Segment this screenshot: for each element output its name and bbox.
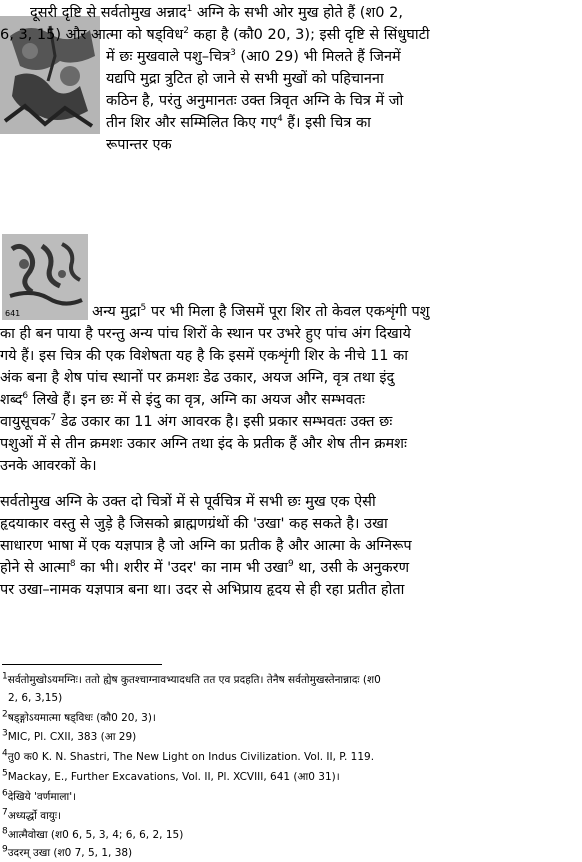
p3-line-4 xyxy=(0,559,409,577)
footnote-text: सर्वतोमुखोऽयमग्निः। ततो ह्येष कुतश्चाग्नावभ्यादधति तत एव प्रदहति। तेनैष सर्वतोमुखस्तेनान्नादः (श0 xyxy=(7,674,381,686)
footnote-separator xyxy=(2,664,162,665)
p3-line-5 xyxy=(0,581,404,599)
text: तीन शिर और सम्मिलित किए गए xyxy=(106,115,277,131)
footnote-number: 4 xyxy=(2,748,8,759)
p3-line-1 xyxy=(0,493,376,511)
footnote-text: आत्मैवोखा (श0 6, 5, 3, 4; 6, 6, 2, 15) xyxy=(7,829,184,841)
footnote-number: 2 xyxy=(2,709,8,720)
text: का ही बन पाया है परन्तु अन्य पांच शिरों के स्थान पर उभरे हुए पांच अंग दिखाये xyxy=(0,326,411,342)
p1-line-6 xyxy=(106,114,371,132)
seal-label: 641 xyxy=(5,309,21,318)
p3-line-3 xyxy=(0,537,412,555)
text: पशुओं में से तीन क्रमशः उकार अग्नि तथा इंद के प्रतीक हैं और शेष तीन क्रमशः xyxy=(0,436,407,452)
footnote-text: षड्ङ्गोऽयमात्मा षड्विधः (कौ0 20, 3)। xyxy=(7,712,156,724)
footnote-ref: 2 xyxy=(183,26,190,37)
text: कठिन है, परंतु अनुमानतः उक्त त्रिवृत अग्नि के चित्र में जो xyxy=(106,93,404,109)
text: डेढ उकार का 11 अंग आवरक है। इसी प्रकार सम्भवतः उक्त छः xyxy=(56,414,393,430)
text: कहा है (कौ0 20, 3); इसी दृष्टि से सिंधुघाटी xyxy=(189,27,430,43)
p1-line-1 xyxy=(30,4,403,22)
footnote-3 xyxy=(2,728,137,743)
footnote-text: अध्यर्द्धो वायुः। xyxy=(7,810,61,822)
footnote-number: 8 xyxy=(2,826,8,837)
footnote-7 xyxy=(2,807,61,822)
text: शब्द xyxy=(0,392,23,408)
footnote-ref: 7 xyxy=(50,413,57,424)
text: पर भी मिला है जिसमें पूरा शिर तो केवल एकशृंगी पशु xyxy=(146,304,430,320)
footnote-text: तु0 क0 K. N. Shastri, The New Light on Indus Civilization. Vol. II, P. 119. xyxy=(7,751,375,763)
footnote-5 xyxy=(2,768,340,783)
footnote-number: 7 xyxy=(2,807,8,818)
footnote-2 xyxy=(2,709,156,724)
p2-line-2 xyxy=(0,325,411,343)
text: सर्वतोमुख अग्नि के उक्त दो चित्रों में से पूर्वचित्र में सभी छः मुख एक ऐसी xyxy=(0,494,376,510)
footnote-8 xyxy=(2,826,184,841)
text: हृदयाकार वस्तु से जुड़े है जिसको ब्राह्मणग्रंथों की 'उखा' कह सकते है। उखा xyxy=(0,516,388,532)
text: साधारण भाषा में एक यज्ञपात्र है जो अग्नि का प्रतीक है और आत्मा के अग्निरूप xyxy=(0,538,412,554)
footnote-text: Mackay, E., Further Excavations, Vol. II, Pl. XCVIII, 641 (आ0 31)। xyxy=(7,771,340,783)
text: अन्य मुद्रा xyxy=(92,304,141,320)
text: उनके आवरकों के। xyxy=(0,458,97,474)
text: वायुसूचक xyxy=(0,414,51,430)
text: 6, 3, 15) और आत्मा को षड्विध xyxy=(0,27,184,43)
seal-image-unicorn-seal xyxy=(2,234,88,320)
text: था, उसी के अनुकरण xyxy=(293,560,410,576)
text: का भी। शरीर में 'उदर' का नाम भी उखा xyxy=(75,560,288,576)
footnote-ref: 9 xyxy=(287,559,294,570)
p1-line-4 xyxy=(106,70,384,88)
footnote-number: 1 xyxy=(2,671,8,682)
text: यद्यपि मुद्रा त्रुटित हो जाने से सभी मुखों को पहिचानना xyxy=(106,71,384,87)
footnote-4 xyxy=(2,748,375,763)
text: होने से आत्मा xyxy=(0,560,70,576)
p2-line-8 xyxy=(0,457,97,475)
footnote-ref: 6 xyxy=(22,391,29,402)
text: अग्नि के सभी ओर मुख होते हैं (श0 2, xyxy=(192,5,403,21)
p1-line-7 xyxy=(106,136,172,154)
text: दूसरी दृष्टि से सर्वतोमुख अन्नाद xyxy=(30,5,187,21)
footnote-ref: 4 xyxy=(276,114,283,125)
text: रूपान्तर एक xyxy=(106,137,172,153)
p2-line-3 xyxy=(0,347,408,365)
footnote-text: उदरम् उखा (श0 7, 5, 1, 38) xyxy=(7,847,133,859)
footnote-9 xyxy=(2,844,133,859)
footnote-text: देखिये 'वर्णमाला'। xyxy=(7,791,77,803)
text: पर उखा–नामक यज्ञपात्र बना था। उदर से अभिप्राय हृदय से ही रहा प्रतीत होता xyxy=(0,582,405,598)
footnote-1-cont xyxy=(8,692,62,704)
footnote-ref: 5 xyxy=(140,303,147,314)
text: हैं। इसी चित्र का xyxy=(282,115,371,131)
text: गये हैं। इस चित्र की एक विशेषता यह है कि इसमें एकशृंगी शिर के नीचे 11 का xyxy=(0,348,409,364)
text: (आ0 29) भी मिलते हैं जिनमें xyxy=(235,49,401,65)
p1-line-3 xyxy=(106,48,401,66)
p3-line-2 xyxy=(0,515,388,533)
footnote-number: 3 xyxy=(2,728,8,739)
footnote-ref: 1 xyxy=(186,4,193,15)
footnote-text: 2, 6, 3,15) xyxy=(8,692,63,704)
p2-line-7 xyxy=(0,435,407,453)
footnote-number: 5 xyxy=(2,768,8,779)
footnote-6 xyxy=(2,788,77,803)
p2-line-4 xyxy=(0,369,394,387)
p1-line-5 xyxy=(106,92,403,110)
footnote-number: 6 xyxy=(2,788,8,799)
footnote-text: MIC, Pl. CXII, 383 (आ 29) xyxy=(7,731,137,743)
p2-line-1 xyxy=(92,303,430,321)
text: अंक बना है शेष पांच स्थानों पर क्रमशः डेढ उकार, अयज अग्नि, वृत्र तथा इंदु xyxy=(0,370,395,386)
footnote-ref: 8 xyxy=(69,559,76,570)
footnote-1 xyxy=(2,671,381,686)
p2-line-6 xyxy=(0,413,392,431)
footnote-ref: 3 xyxy=(230,48,236,59)
text: लिखे हैं। इन छः में से इंदु का वृत्र, अग्नि का अयज और सम्भवतः xyxy=(28,392,365,408)
text: में छः मुखवाले पशु–चित्र xyxy=(106,49,231,65)
p2-line-5 xyxy=(0,391,365,409)
p1-line-2 xyxy=(0,26,430,44)
footnote-number: 9 xyxy=(2,844,8,855)
